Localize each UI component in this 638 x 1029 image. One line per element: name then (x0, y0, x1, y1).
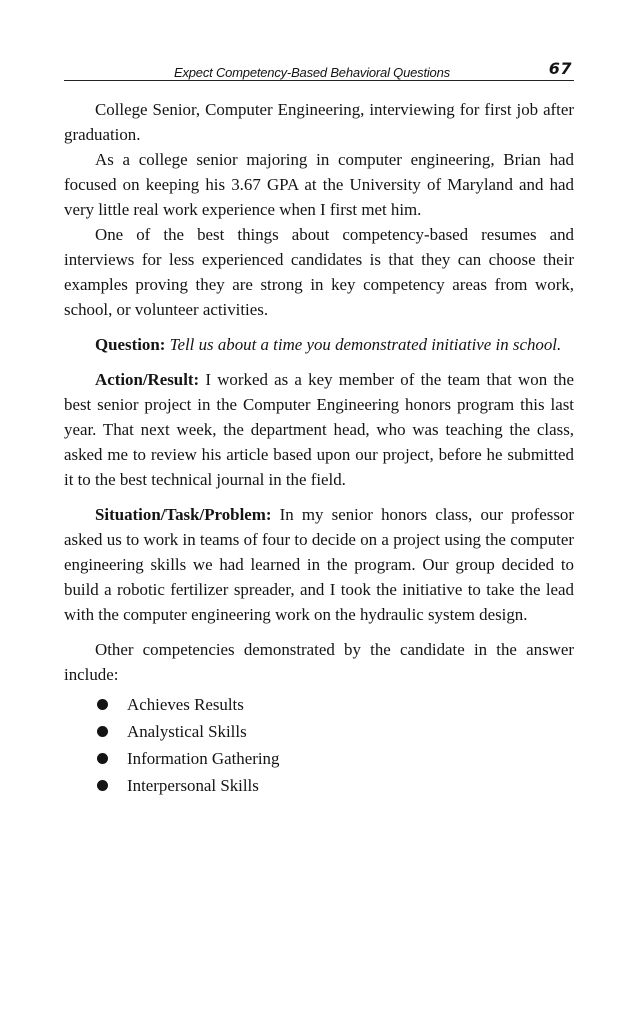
question-label: Question: (95, 335, 166, 354)
question-paragraph (64, 332, 574, 357)
action-result-text: I worked as a key member of the team that won the best senior project in the Computer Engineering honors program this last year. That next week, the department head, who was teaching the class, asked me to review his article based upon our project, before he submitted it to the best technical journal in the field. (64, 370, 574, 489)
background-paragraph: As a college senior majoring in computer engineering, Brian had focused on keeping his 3.67 GPA at the University of Maryland and had very little real work experience when I first met him. (64, 150, 574, 219)
bullet-icon (97, 726, 108, 737)
action-result-label: Action/Result: (95, 370, 200, 389)
page-body (64, 97, 574, 799)
list-item-label: Information Gathering (127, 749, 280, 768)
list-item (96, 691, 574, 718)
list-item (96, 718, 574, 745)
list-item-label: Interpersonal Skills (127, 776, 259, 795)
running-title: Expect Competency-Based Behavioral Questions (174, 65, 450, 80)
competency-list (64, 691, 574, 799)
situation-label: Situation/Task/Problem: (95, 505, 272, 524)
situation-paragraph (64, 502, 574, 627)
bullet-icon (97, 753, 108, 764)
bullet-icon (97, 780, 108, 791)
bullet-icon (97, 699, 108, 710)
action-result-paragraph (64, 367, 574, 492)
question-text: Tell us about a time you demonstrated initiative in school. (169, 335, 562, 354)
situation-text: In my senior honors class, our professor asked us to work in teams of four to decide on a project using the computer engineering skills we had learned in the program. Our group decided to build a robotic fertilizer spreader, and I took the initiative to take the lead with the computer engineering work on the hydraulic system design. (64, 505, 574, 624)
list-item-label: Achieves Results (127, 695, 244, 714)
page-number: 67 (548, 59, 572, 78)
book-page (64, 54, 574, 799)
running-header (64, 54, 574, 81)
other-competencies-paragraph: Other competencies demonstrated by the candidate in the answer include: (64, 640, 574, 684)
context-paragraph: One of the best things about competency-based resumes and interviews for less experienced candidates is that they can choose their examples proving they are strong in key competency areas from work, school, or volunteer activities. (64, 225, 574, 319)
intro-paragraph: College Senior, Computer Engineering, interviewing for first job after graduation. (64, 100, 574, 144)
list-item (96, 745, 574, 772)
list-item-label: Analystical Skills (127, 722, 247, 741)
list-item (96, 772, 574, 799)
